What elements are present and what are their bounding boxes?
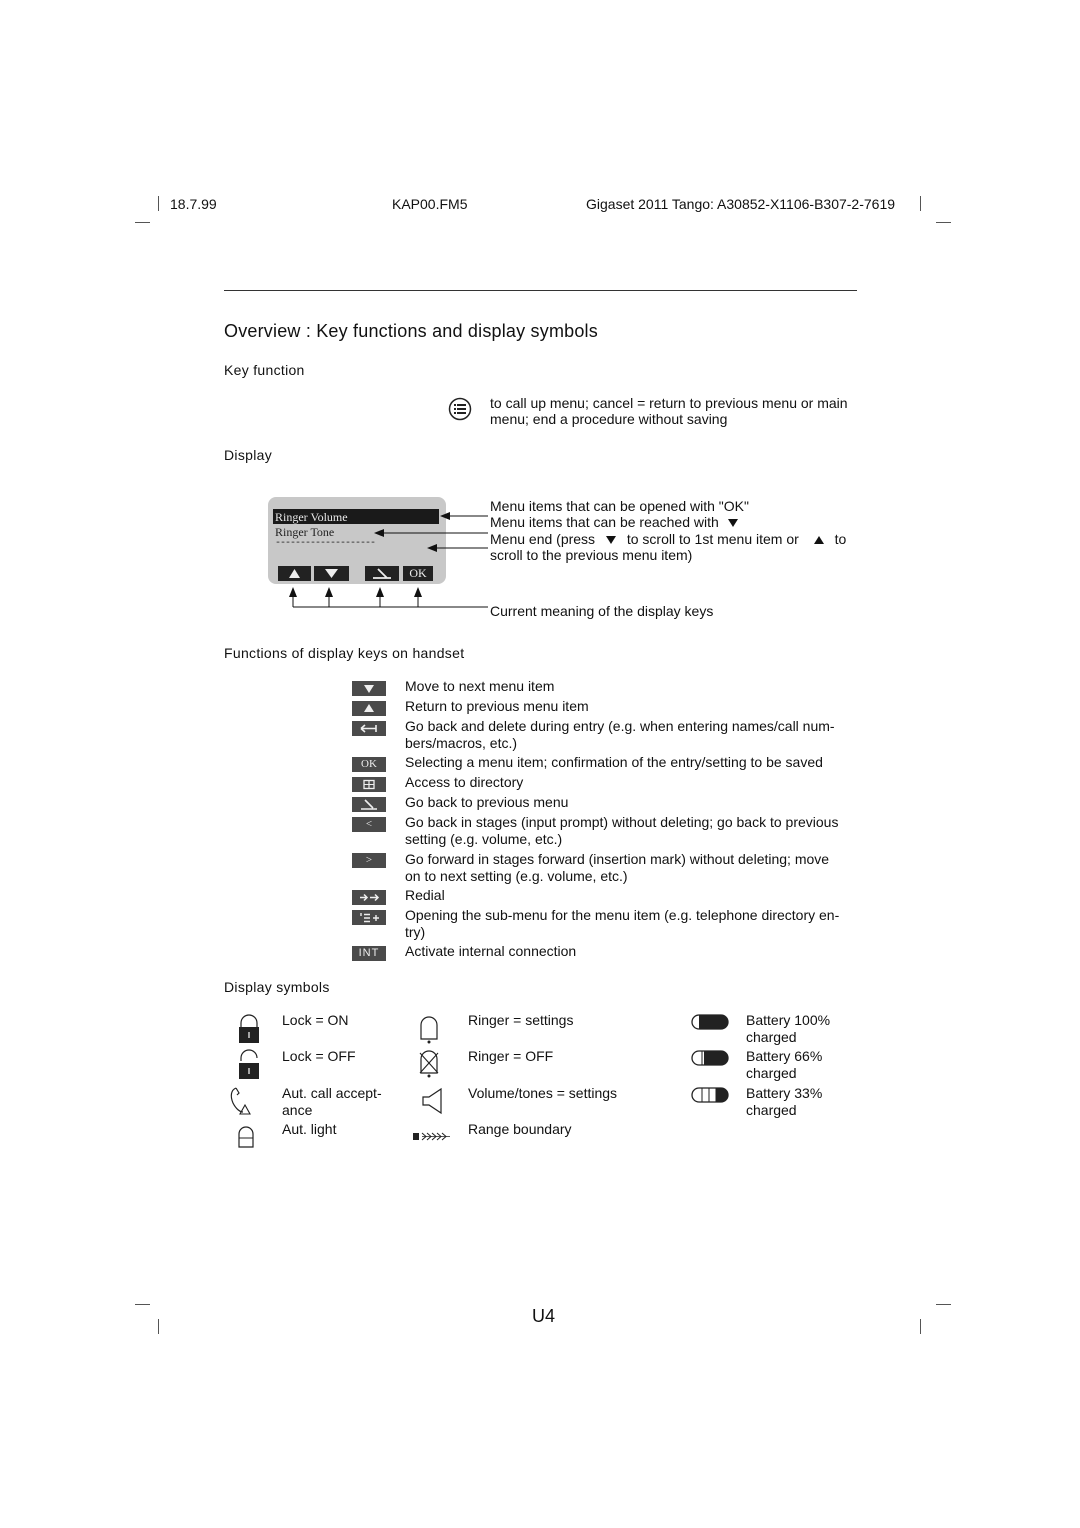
crop-mark [920,1319,921,1334]
key-desc: Return to previous menu item [405,698,589,714]
range-icon [412,1130,454,1148]
battery-full-icon [691,1014,729,1035]
key-desc: Go forward in stages forward (insertion mark) without deleting; move on to next setting (e.g. volume, etc.) [405,851,830,884]
crop-mark [158,196,159,211]
up-triangle-icon [813,535,825,545]
page-title: Overview : Key functions and display symbols [224,321,598,341]
crop-mark [936,222,951,223]
lock-off-icon [236,1049,262,1086]
auto-answer-icon [228,1086,254,1121]
header-date: 18.7.99 [170,196,217,212]
submenu-icon [352,910,386,925]
symbol-desc: Aut. call accept- ance [282,1085,382,1118]
key-desc: Activate internal connection [405,943,577,959]
lcd-item: Ringer Tone [275,525,335,539]
light-icon [236,1122,256,1155]
header-file: KAP00.FM5 [392,196,468,212]
callout-menu-end: Menu end (press to scroll to 1st menu item or to [490,531,847,547]
symbol-desc: Ringer = OFF [468,1048,554,1064]
display-heading: Display [224,447,273,463]
crop-mark [936,1304,951,1305]
key-desc: Access to directory [405,774,524,790]
lock-on-icon [236,1013,262,1050]
display-keys-heading: Functions of display keys on handset [224,645,465,661]
ok-key: OK [352,757,386,772]
header-product: Gigaset 2011 Tango: A30852-X1106-B307-2-7619 [586,196,896,212]
symbol-desc: Volume/tones = settings [468,1085,618,1101]
symbol-desc: Battery 66% charged [746,1048,823,1081]
key-desc: Selecting a menu item; confirmation of the entry/setting to be saved [405,754,823,770]
callout-ok-items: Menu items that can be opened with "OK" [490,498,749,514]
symbol-desc: Aut. light [282,1121,337,1137]
redial-icon [352,890,386,905]
bell-icon [416,1013,442,1050]
page-number: U4 [532,1306,556,1326]
directory-book-icon [352,777,386,792]
title-rule [224,290,857,291]
key-desc: Go back to previous menu [405,794,569,810]
callout-menu-end-2: scroll to the previous menu item) [490,547,693,563]
lcd-item-selected: Ringer Volume [275,510,348,524]
symbol-desc: Range boundary [468,1121,572,1137]
left-key: < [352,817,386,832]
key-desc: Go back and delete during entry (e.g. when entering names/call num- bers/macros, etc.) [405,718,835,751]
key-function-heading: Key function [224,362,305,378]
up-arrow-icon [352,701,386,716]
back-to-menu-icon [352,797,386,812]
symbol-desc: Ringer = settings [468,1012,574,1028]
backspace-icon [352,721,386,736]
speaker-icon [420,1086,444,1121]
softkey-ok[interactable]: OK [403,566,433,581]
callout-display-keys: Current meaning of the display keys [490,603,714,619]
callout-reachable-items: Menu items that can be reached with [490,514,739,531]
key-desc: Move to next menu item [405,678,555,694]
down-arrow-icon [352,681,386,696]
menu-key-desc-1: to call up menu; cancel = return to previous menu or main [490,395,848,411]
down-triangle-icon [605,535,617,545]
menu-key-icon [448,397,472,426]
int-key: INT [352,946,386,961]
key-desc: Go back in stages (input prompt) without deleting; go back to previous setting (e.g. volume, etc.) [405,814,839,847]
down-triangle-icon [727,518,739,528]
symbol-desc: Battery 100% charged [746,1012,831,1045]
key-desc: Redial [405,887,445,903]
crop-mark [920,196,921,211]
crop-mark [135,1304,150,1305]
lcd-menu-end: -------------------- [275,538,376,549]
menu-key-desc-2: menu; end a procedure without saving [490,411,728,427]
battery-66-icon [691,1050,729,1071]
right-key: > [352,853,386,868]
crop-mark [158,1319,159,1334]
symbol-desc: Lock = ON [282,1012,349,1028]
crop-mark [135,222,150,223]
callout-arrows [268,500,490,612]
display-symbols-heading: Display symbols [224,979,330,995]
key-desc: Opening the sub-menu for the menu item (e.g. telephone directory en- try) [405,907,840,940]
battery-33-icon [691,1087,729,1108]
symbol-desc: Lock = OFF [282,1048,356,1064]
symbol-desc: Battery 33% charged [746,1085,823,1118]
bell-off-icon [416,1047,442,1084]
